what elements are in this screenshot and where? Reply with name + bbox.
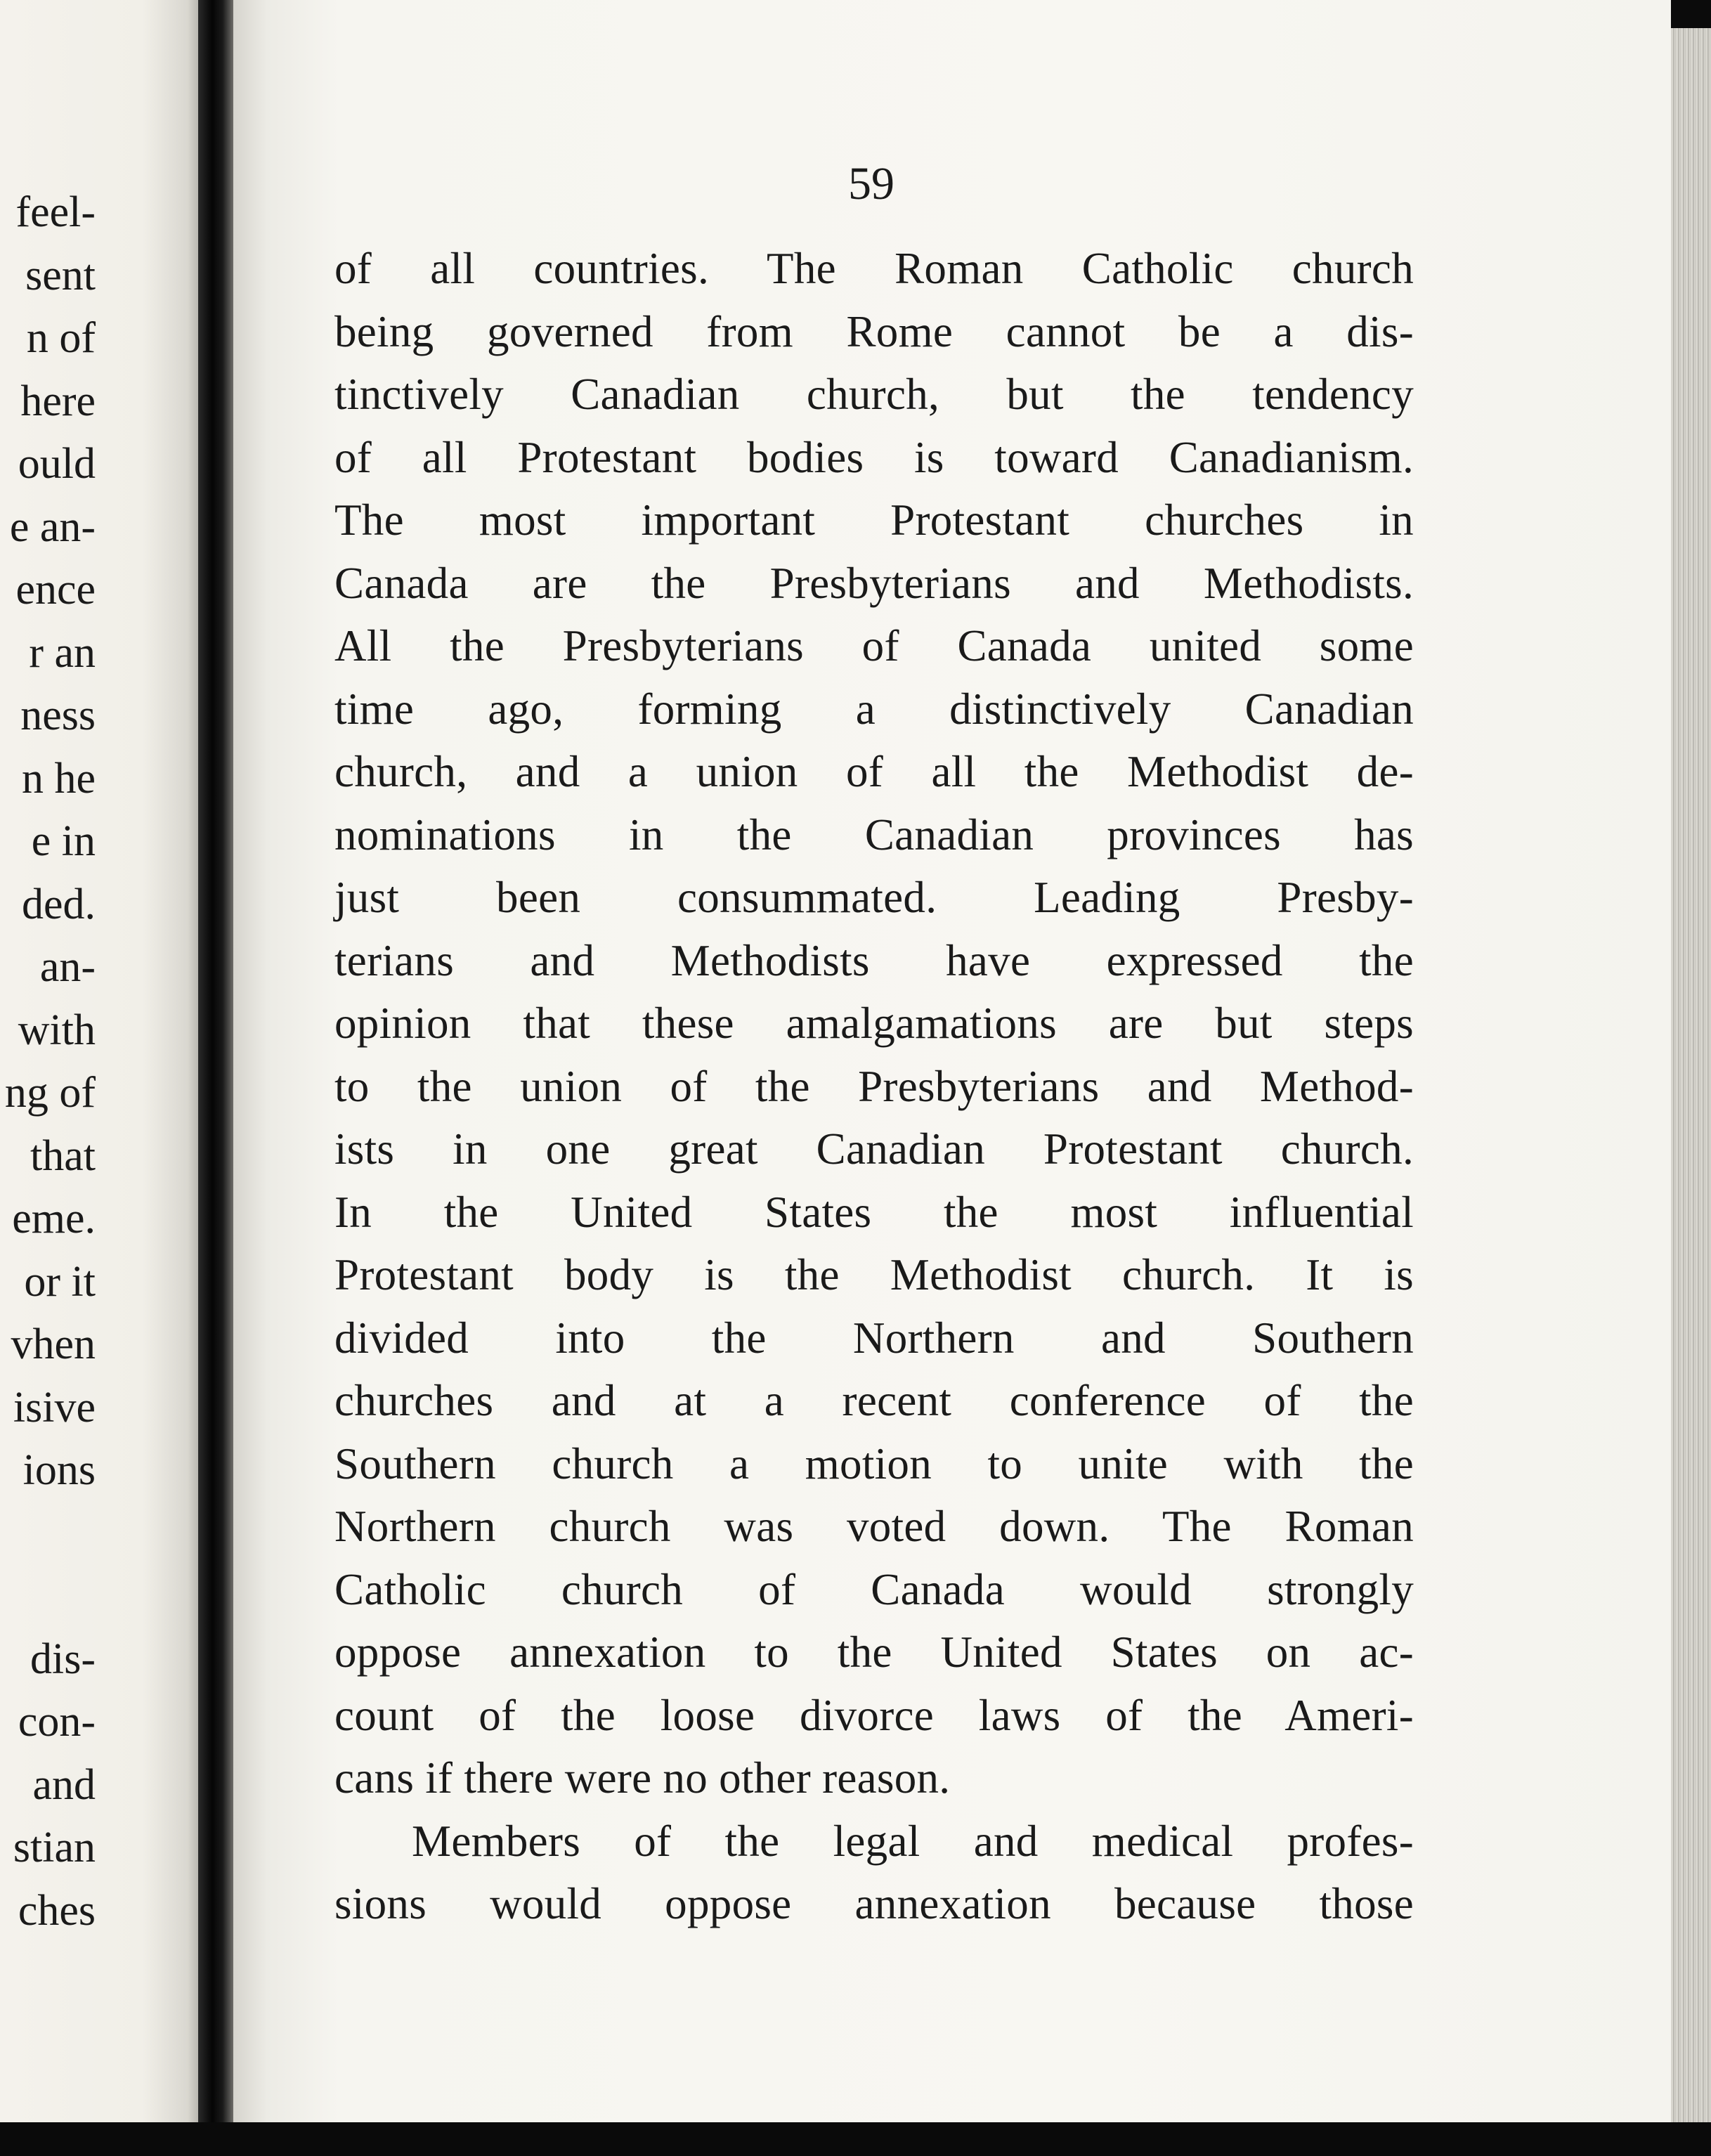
text-line: Northern church was voted down. The Roman	[334, 1502, 1414, 1551]
text-line: oppose annexation to the United States on ac-	[334, 1628, 1414, 1677]
previous-page-line: stian	[13, 1824, 96, 1871]
previous-page-line: ions	[22, 1446, 96, 1494]
previous-page-fragment	[0, 0, 204, 2122]
book-gutter-shadow	[198, 0, 233, 2136]
text-line: tinctively Canadian church, but the tendency	[334, 370, 1414, 419]
text-line: sions would oppose annexation because those	[334, 1879, 1414, 1928]
text-line: being governed from Rome cannot be a dis-	[334, 306, 1414, 356]
previous-page-line: ence	[15, 566, 96, 613]
page-stack-edges	[1671, 28, 1711, 2122]
previous-page-line: n he	[21, 754, 96, 803]
text-line: time ago, forming a distinctively Canadian	[334, 684, 1414, 734]
previous-page-line: feel-	[15, 188, 96, 236]
page-number: 59	[848, 158, 894, 209]
text-line: divided into the Northern and Southern	[334, 1313, 1414, 1363]
text-line: opinion that these amalgamations are but steps	[334, 999, 1414, 1048]
previous-page-line: ches	[18, 1886, 96, 1935]
previous-page-line: or it	[24, 1257, 96, 1306]
previous-page-line: and	[32, 1760, 96, 1809]
text-line: Southern church a motion to unite with the	[334, 1439, 1414, 1488]
text-line: terians and Methodists have expressed the	[334, 935, 1414, 985]
previous-page-line: vhen	[11, 1320, 96, 1368]
previous-page-line: eme.	[12, 1195, 96, 1242]
previous-page-line: dis-	[30, 1635, 96, 1683]
previous-page-line: r an	[29, 628, 96, 677]
text-line: to the union of the Presbyterians and Method-	[334, 1061, 1414, 1111]
text-line: Catholic church of Canada would strongly	[334, 1564, 1414, 1614]
previous-page-line: an-	[39, 943, 96, 991]
previous-page-line: e an-	[9, 502, 96, 551]
previous-page-line: that	[30, 1131, 96, 1180]
text-line: count of the loose divorce laws of the Ameri-	[334, 1690, 1414, 1740]
previous-page-line: ould	[18, 440, 96, 488]
previous-page-line: ng of	[4, 1069, 96, 1117]
text-line: All the Presbyterians of Canada united some	[334, 621, 1414, 670]
text-line: ists in one great Canadian Protestant church.	[334, 1124, 1414, 1174]
paragraph-gap	[0, 1502, 201, 1628]
previous-page-line: isive	[13, 1383, 96, 1431]
previous-page-line: with	[18, 1006, 96, 1054]
previous-page-line: ness	[20, 691, 96, 739]
previous-page-line: sent	[25, 251, 96, 299]
page-body-text	[334, 238, 1414, 1936]
text-line: just been consummated. Leading Presby-	[334, 873, 1414, 922]
text-line: church, and a union of all the Methodist de-	[334, 747, 1414, 796]
previous-page-text	[0, 181, 201, 1942]
text-line-paragraph-start: Members of the legal and medical profes-	[412, 1816, 1414, 1866]
text-line: of all Protestant bodies is toward Canadianism.	[334, 432, 1414, 482]
previous-page-line: here	[20, 377, 96, 425]
previous-page-line: n of	[26, 314, 96, 362]
text-line: churches and at a recent conference of the	[334, 1376, 1414, 1425]
text-line: Protestant body is the Methodist church. It is	[334, 1250, 1414, 1299]
text-line: Canada are the Presbyterians and Methodists.	[334, 558, 1414, 608]
previous-page-line: ded.	[21, 880, 96, 928]
text-line: of all countries. The Roman Catholic church	[334, 244, 1414, 293]
previous-page-line: e in	[31, 817, 96, 865]
text-line-paragraph-end: cans if there were no other reason.	[334, 1753, 951, 1803]
text-line: nominations in the Canadian provinces has	[334, 810, 1414, 859]
text-line: The most important Protestant churches in	[334, 495, 1414, 545]
text-line: In the United States the most influential	[334, 1187, 1414, 1237]
previous-page-line: con-	[18, 1698, 96, 1746]
scan-bottom-edge	[0, 2122, 1711, 2156]
